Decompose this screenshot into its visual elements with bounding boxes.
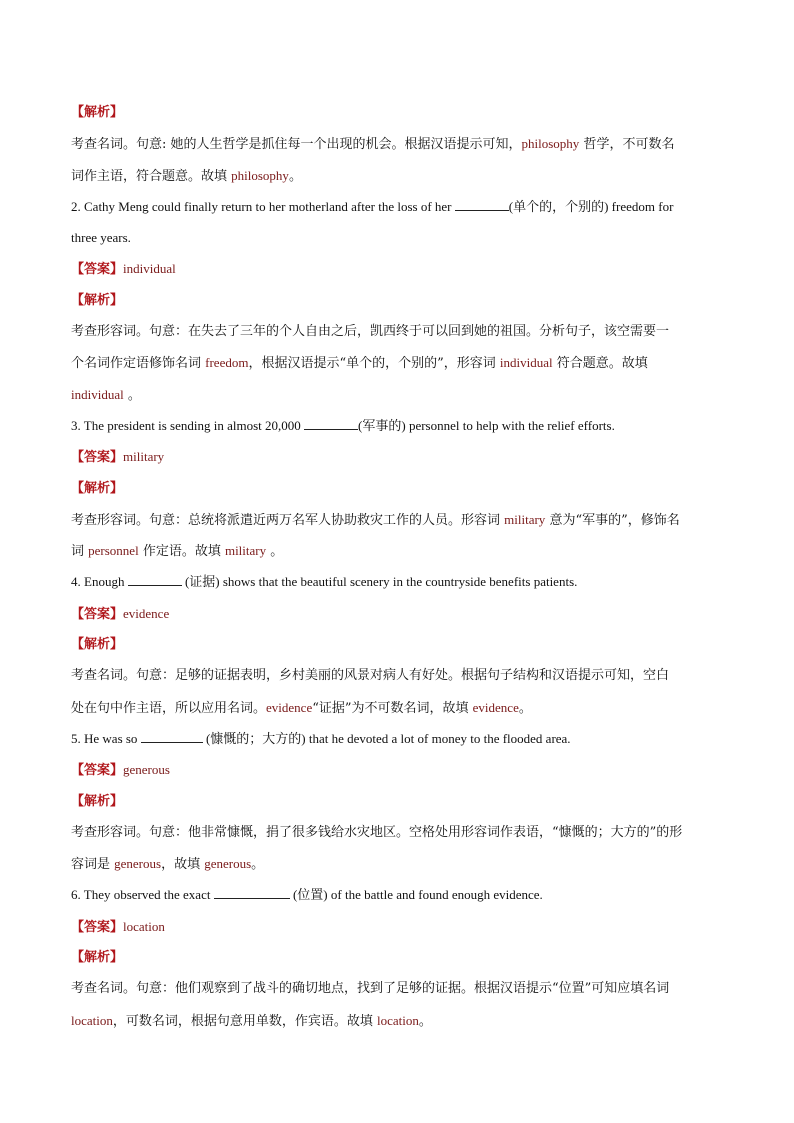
answer-value: location: [123, 918, 165, 934]
analysis-heading: 【解析】: [71, 637, 124, 653]
analysis-text: 词 personnel 作定语。故填 military 。: [71, 543, 284, 560]
analysis-text: 容词是 generous，故填 generous。: [71, 856, 265, 873]
analysis-text: 词作主语，符合题意。故填 philosophy。: [71, 167, 302, 184]
answer-blank: [141, 731, 203, 743]
answer-blank: [304, 418, 358, 430]
analysis-text: 处在句中作主语，所以应用名词。evidence“证据”为不可数名词，故填 evidence。: [71, 699, 532, 716]
analysis-heading: 【解析】: [71, 292, 124, 308]
analysis-heading: 【解析】: [71, 105, 124, 120]
answer-row: 【答案】military: [71, 449, 165, 466]
answer-blank: [455, 199, 509, 211]
answer-row: 【答案】location: [71, 918, 165, 935]
analysis-text: 考查形容词。句意：总统将派遣近两万名军人协助救灾工作的人员。形容词 military 意为“军事的”，修饰名: [71, 511, 680, 528]
answer-row: 【答案】evidence: [71, 605, 170, 622]
answer-value: individual: [123, 261, 176, 277]
analysis-text: 个名词作定语修饰名词 freedom，根据汉语提示“单个的，个别的”，形容词 individual 符合题意。故填: [71, 355, 648, 372]
question-4: 4. Enough (证据) shows that the beautiful scenery in the countryside benefits patients.: [71, 574, 578, 590]
analysis-heading: 【解析】: [71, 793, 124, 809]
analysis-text: individual 。: [71, 386, 141, 403]
analysis-text: 考查名词。句意: 她的人生哲学是抓住每一个出现的机会。根据汉语提示可知，philosophy 哲学，不可数名: [71, 136, 675, 153]
answer-value: generous: [123, 762, 170, 778]
analysis-heading: 【解析】: [71, 950, 124, 966]
answer-blank: [214, 887, 290, 899]
question-2: 2. Cathy Meng could finally return to her motherland after the loss of her (单个的，个别的) freedom for: [71, 198, 674, 214]
question-5: 5. He was so (慷慨的；大方的) that he devoted a lot of money to the flooded area.: [71, 730, 571, 746]
analysis-text: 考查名词。句意：足够的证据表明，乡村美丽的风景对病人有好处。根据句子结构和汉语提示可知，空白: [71, 668, 670, 684]
analysis-text: 考查形容词。句意：他非常慷慨，捐了很多钱给水灾地区。空格处用形容词作表语，“慷慨的；大方的”的形: [71, 824, 683, 840]
answer-row: 【答案】individual: [71, 261, 176, 278]
answer-value: military: [123, 449, 165, 465]
analysis-text: location，可数名词，根据句意用单数，作宾语。故填 location。: [71, 1012, 432, 1029]
analysis-text: 考查形容词。句意：在失去了三年的个人自由之后，凯西终于可以回到她的祖国。分析句子，该空需要一: [71, 324, 670, 340]
answer-value: evidence: [123, 605, 170, 621]
question-2-continued: three years.: [71, 230, 131, 246]
analysis-heading: 【解析】: [71, 480, 124, 496]
answer-row: 【答案】generous: [71, 762, 170, 779]
question-6: 6. They observed the exact (位置) of the battle and found enough evidence.: [71, 887, 543, 903]
answer-blank: [128, 574, 182, 586]
question-3: 3. The president is sending in almost 20,000 (军事的) personnel to help with the relief efforts.: [71, 417, 615, 433]
document-page: [71, 97, 726, 1036]
analysis-text: 考查名词。句意：他们观察到了战斗的确切地点，找到了足够的证据。根据汉语提示“位置”可知应填名词: [71, 981, 670, 997]
